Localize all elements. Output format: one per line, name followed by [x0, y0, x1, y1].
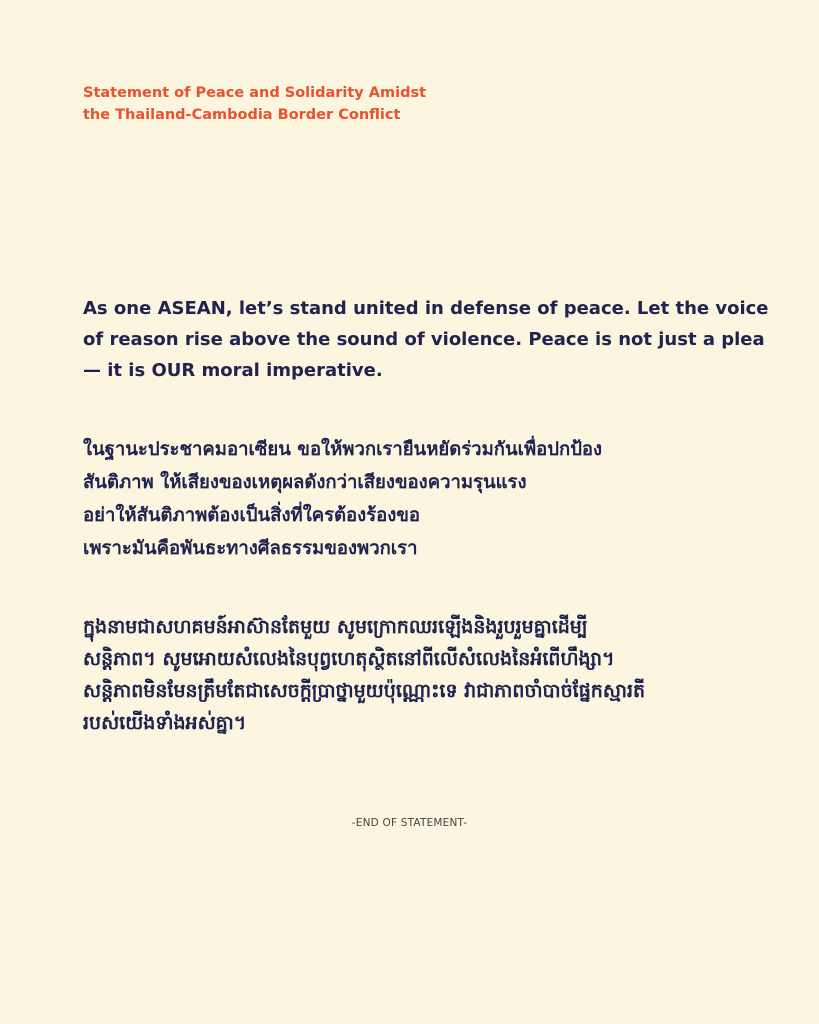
thai-line-3: อย่าให้สันติภาพต้องเป็นสิ่งที่ใครต้องร้องขอ [83, 505, 421, 526]
khmer-line-4: របស់យើងទាំងអស់គ្នា។ [83, 712, 247, 734]
english-line-1: As one ASEAN, let’s stand united in defense of peace. Let the voice [83, 298, 769, 319]
english-line-3: — it is OUR moral imperative. [83, 360, 383, 381]
thai-line-2: สันติภาพ ให้เสียงของเหตุผลดังกว่าเสียงของความรุนแรง [83, 472, 527, 493]
english-line-2: of reason rise above the sound of violence. Peace is not just a plea [83, 329, 765, 350]
statement-title-line-1: Statement of Peace and Solidarity Amidst [83, 85, 427, 101]
english-paragraph [83, 293, 769, 386]
thai-line-4: เพราะมันคือพันธะทางศีลธรรมของพวกเรา [83, 538, 418, 559]
khmer-line-1: ក្នុងនាមជាសហគមន៍អាស៊ានតែមួយ សូមក្រោកឈរឡើងនិងរួបរួមគ្នាដើម្បី [83, 616, 588, 638]
thai-line-1: ในฐานะประชาคมอาเซียน ขอให้พวกเรายืนหยัดร่วมกันเพื่อปกป้อง [83, 439, 603, 460]
thai-paragraph [83, 433, 753, 565]
statement-title-line-2: the Thailand-Cambodia Border Conflict [83, 107, 401, 123]
end-of-statement-label: -END OF STATEMENT- [351, 817, 468, 829]
khmer-line-3: សន្តិភាពមិនមែនត្រឹមតែជាសេចក្ដីប្រាថ្នាមួយប៉ុណ្ណោះទេ វាជាភាពចាំបាច់ផ្នែកស្មារតី [83, 680, 646, 702]
khmer-line-2: សន្តិភាព។ សូមអោយសំលេងនៃបុព្វហេតុស្ថិតនៅពីលើសំលេងនៃអំពើហឹង្សា។ [83, 648, 615, 670]
statement-title [83, 82, 503, 126]
khmer-paragraph [83, 611, 753, 739]
